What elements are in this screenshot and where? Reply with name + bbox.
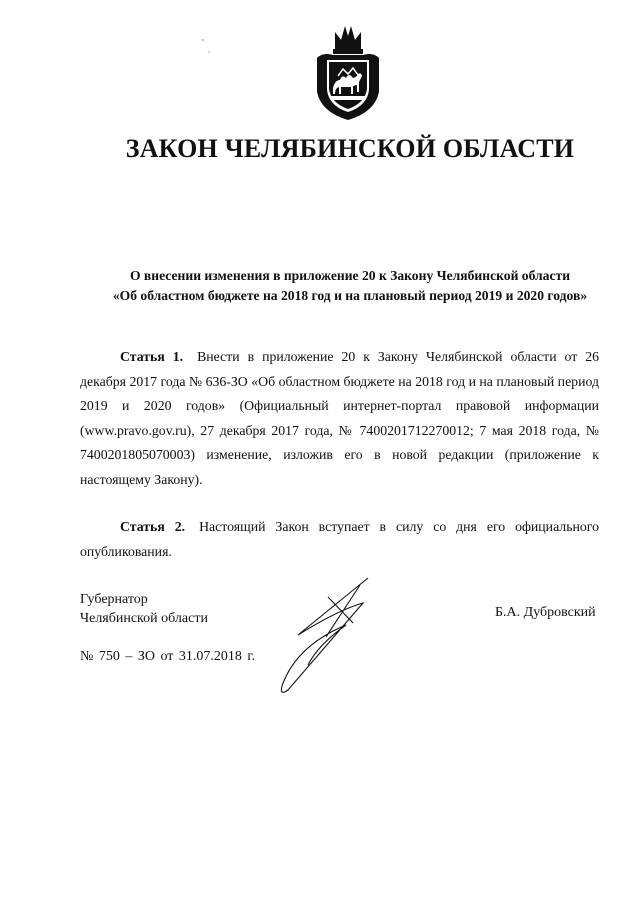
subtitle-line-1: О внесении изменения в приложение 20 к Закону Челябинской области [129,268,571,283]
document-number-date: № 750 – ЗО от 31.07.2018 г. [80,649,256,664]
law-title: ЗАКОН ЧЕЛЯБИНСКОЙ ОБЛАСТИ [125,134,575,163]
subtitle-line-2: «Об областном бюджете на 2018 год и на плановый период 2019 и 2020 годов» [112,288,588,303]
governor-name: Б.А. Дубровский [495,605,596,620]
signatory-position [80,590,208,628]
article-1 [80,345,599,493]
position-line-1: Губернатор [80,592,148,607]
position-line-2: Челябинской области [80,611,208,626]
article-2 [80,515,599,564]
law-subtitle [60,266,640,306]
article-2-text: Настоящий Закон вступает в силу со дня его официального опубликования. [80,519,599,559]
scan-specks [195,30,235,60]
handwritten-signature [268,575,388,700]
article-1-text: Внести в приложение 20 к Закону Челябинской области от 26 декабря 2017 года № 636-ЗО «Об областном бюджете на 2018 год и на плановый период 2019 и 2020 годов» (Официальный интернет-портал правовой информации (www.pravo.gov.ru), 27 декабря 2017 года, № 7400201712270012; 7 мая 2018 года, № 7400201805070003) изменение, изложив его в новой редакции (приложение к настоящему Закону). [80,349,599,487]
coat-of-arms-icon [313,22,383,122]
article-1-label: Статья 1. [120,349,184,364]
article-2-label: Статья 2. [120,519,186,534]
